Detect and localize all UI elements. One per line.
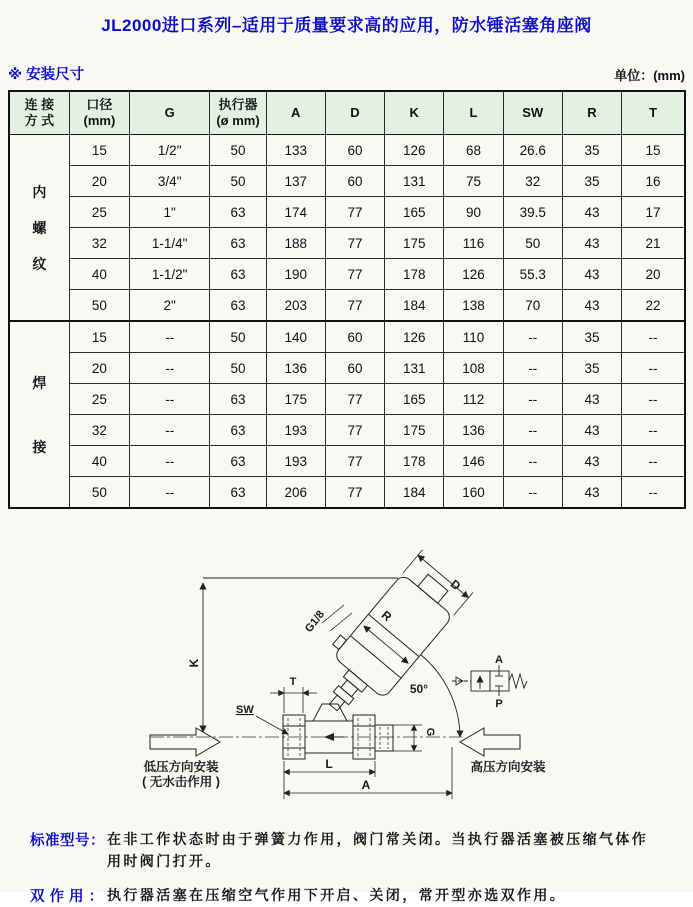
table-cell: 43 — [562, 290, 621, 322]
table-cell: -- — [130, 321, 210, 353]
table-cell: 3/4" — [130, 166, 210, 197]
dimension-table — [8, 90, 686, 509]
table-row — [9, 477, 685, 509]
table-cell: 50 — [69, 477, 129, 509]
table-cell: 63 — [210, 477, 266, 509]
col-header-actuator: 执行器 (ø mm) — [210, 91, 266, 135]
table-cell: 70 — [503, 290, 562, 322]
table-cell: 77 — [325, 228, 384, 259]
table-cell: 43 — [562, 477, 621, 509]
table-cell: 15 — [622, 135, 685, 166]
table-cell: 108 — [444, 353, 503, 384]
table-cell: 77 — [325, 477, 384, 509]
table-cell: 63 — [210, 446, 266, 477]
table-cell: 77 — [325, 290, 384, 322]
table-cell: 184 — [385, 477, 444, 509]
table-row — [9, 228, 685, 259]
table-cell: 1" — [130, 197, 210, 228]
table-cell: 112 — [444, 384, 503, 415]
table-cell: 77 — [325, 446, 384, 477]
table-cell: -- — [622, 353, 685, 384]
row-group-label: 内 螺 纹 — [9, 135, 69, 322]
table-row — [9, 259, 685, 290]
table-cell: 146 — [444, 446, 503, 477]
table-cell: 43 — [562, 228, 621, 259]
dim-R-label: R — [378, 607, 395, 625]
table-cell: 50 — [210, 321, 266, 353]
table-cell: 136 — [444, 415, 503, 446]
table-cell: -- — [130, 415, 210, 446]
table-cell: -- — [622, 321, 685, 353]
note-standard-model — [30, 829, 693, 872]
table-cell: 40 — [69, 446, 129, 477]
table-row — [9, 321, 685, 353]
table-cell: 126 — [444, 259, 503, 290]
table-row — [9, 290, 685, 322]
table-cell: 165 — [385, 197, 444, 228]
col-header-connection: 连 接 方 式 — [9, 91, 69, 135]
notes-section — [30, 829, 693, 907]
table-cell: 32 — [503, 166, 562, 197]
table-cell: 50 — [210, 135, 266, 166]
table-cell: 188 — [266, 228, 325, 259]
table-cell: 40 — [69, 259, 129, 290]
table-cell: 178 — [385, 259, 444, 290]
left-caption-line1: 低压方向安装 — [143, 760, 219, 774]
table-cell: 15 — [69, 321, 129, 353]
dim-T-label: T — [289, 676, 297, 688]
pneumatic-port-p-label: P — [495, 698, 503, 710]
table-cell: 2" — [130, 290, 210, 322]
table-cell: -- — [503, 415, 562, 446]
table-cell: 60 — [325, 353, 384, 384]
table-cell: 90 — [444, 197, 503, 228]
note-desc: 执行器活塞在压缩空气作用下开启、关闭，常开型亦选双作用。 — [107, 887, 567, 904]
table-cell: 43 — [562, 415, 621, 446]
table-cell: 133 — [266, 135, 325, 166]
row-group-label: 焊 接 — [9, 321, 69, 508]
table-cell: -- — [622, 415, 685, 446]
dim-T — [270, 687, 317, 713]
section-header-row — [8, 63, 685, 84]
table-cell: 35 — [562, 135, 621, 166]
high-pressure-arrow-icon — [460, 728, 520, 756]
table-cell: 63 — [210, 415, 266, 446]
dim-G18-leaders — [322, 605, 352, 631]
right-caption: 高压方向安装 — [470, 760, 546, 774]
section-label: ※ 安装尺寸 — [8, 67, 85, 83]
table-cell: 32 — [69, 228, 129, 259]
table-cell: 126 — [385, 135, 444, 166]
table-cell: 206 — [266, 477, 325, 509]
col-header-g: G — [130, 91, 210, 135]
table-cell: 15 — [69, 135, 129, 166]
page-title: JL2000进口系列–适用于质量要求高的应用，防水锤活塞角座阀 — [101, 16, 592, 35]
table-cell: 50 — [210, 166, 266, 197]
table-cell: 131 — [385, 166, 444, 197]
table-cell: 110 — [444, 321, 503, 353]
table-cell: 43 — [562, 384, 621, 415]
table-cell: 16 — [622, 166, 685, 197]
table-cell: 174 — [266, 197, 325, 228]
table-cell: 193 — [266, 446, 325, 477]
table-cell: -- — [130, 477, 210, 509]
table-cell: 116 — [444, 228, 503, 259]
table-cell: 35 — [562, 353, 621, 384]
table-cell: -- — [130, 446, 210, 477]
table-cell: 25 — [69, 197, 129, 228]
table-header-row — [9, 91, 685, 135]
valve-body — [283, 704, 393, 759]
table-cell: 175 — [385, 228, 444, 259]
table-cell: 21 — [622, 228, 685, 259]
unit-label: 单位：(mm) — [614, 68, 685, 83]
table-cell: 77 — [325, 197, 384, 228]
dim-D-label: D — [447, 576, 464, 594]
table-cell: -- — [622, 446, 685, 477]
col-header-D: D — [325, 91, 384, 135]
table-cell: 50 — [503, 228, 562, 259]
table-cell: 63 — [210, 384, 266, 415]
installation-drawing — [0, 515, 693, 815]
table-row — [9, 446, 685, 477]
table-row — [9, 353, 685, 384]
table-cell: 190 — [266, 259, 325, 290]
table-row — [9, 166, 685, 197]
table-row — [9, 384, 685, 415]
table-cell: 1-1/2" — [130, 259, 210, 290]
table-cell: 137 — [266, 166, 325, 197]
table-cell: 138 — [444, 290, 503, 322]
table-cell: 131 — [385, 353, 444, 384]
dim-L-label: L — [325, 757, 333, 771]
table-row — [9, 197, 685, 228]
table-cell: 26.6 — [503, 135, 562, 166]
table-cell: 39.5 — [503, 197, 562, 228]
table-cell: 20 — [622, 259, 685, 290]
col-header-SW: SW — [503, 91, 562, 135]
table-cell: 77 — [325, 384, 384, 415]
col-header-L: L — [444, 91, 503, 135]
table-cell: 63 — [210, 228, 266, 259]
table-cell: -- — [503, 477, 562, 509]
table-row — [9, 415, 685, 446]
valve-actuator — [302, 545, 473, 729]
dim-A-label: A — [361, 778, 371, 792]
table-cell: 32 — [69, 415, 129, 446]
table-cell: 175 — [266, 384, 325, 415]
table-cell: 75 — [444, 166, 503, 197]
pneumatic-port-a-label: A — [495, 654, 503, 666]
table-cell: 140 — [266, 321, 325, 353]
table-cell: 35 — [562, 166, 621, 197]
table-cell: -- — [503, 384, 562, 415]
table-cell: -- — [503, 353, 562, 384]
table-cell: 175 — [385, 415, 444, 446]
pneumatic-symbol — [452, 665, 527, 696]
table-cell: 22 — [622, 290, 685, 322]
dim-G18-label: G1/8 — [302, 608, 328, 635]
table-cell: 68 — [444, 135, 503, 166]
table-cell: 60 — [325, 135, 384, 166]
table-cell: 77 — [325, 259, 384, 290]
col-header-bore: 口径 (mm) — [69, 91, 129, 135]
table-cell: 126 — [385, 321, 444, 353]
table-cell: 63 — [210, 197, 266, 228]
table-cell: 43 — [562, 197, 621, 228]
table-cell: 165 — [385, 384, 444, 415]
table-cell: 77 — [325, 415, 384, 446]
dim-G — [393, 725, 422, 751]
col-header-R: R — [562, 91, 621, 135]
table-cell: 60 — [325, 321, 384, 353]
dim-K — [203, 578, 398, 732]
table-cell: 63 — [210, 259, 266, 290]
col-header-A: A — [266, 91, 325, 135]
col-header-K: K — [385, 91, 444, 135]
table-cell: 184 — [385, 290, 444, 322]
note-desc: 在非工作状态时由于弹簧力作用，阀门常关闭。当执行器活塞被压缩气体作用时阀门打开。 — [107, 831, 649, 869]
table-row — [9, 135, 685, 166]
table-cell: 25 — [69, 384, 129, 415]
table-cell: 193 — [266, 415, 325, 446]
col-header-T: T — [622, 91, 685, 135]
table-cell: 43 — [562, 259, 621, 290]
table-cell: 35 — [562, 321, 621, 353]
table-cell: 50 — [210, 353, 266, 384]
table-cell: -- — [130, 353, 210, 384]
table-cell: -- — [130, 384, 210, 415]
table-cell: 60 — [325, 166, 384, 197]
table-cell: -- — [503, 446, 562, 477]
low-pressure-arrow-icon — [150, 728, 220, 756]
table-cell: 20 — [69, 353, 129, 384]
note-term: 标准型号： — [30, 833, 105, 849]
angle-label: 50° — [409, 682, 428, 696]
table-cell: 178 — [385, 446, 444, 477]
dim-K-label: K — [187, 658, 201, 668]
table-cell: 136 — [266, 353, 325, 384]
table-cell: 203 — [266, 290, 325, 322]
table-cell: -- — [622, 384, 685, 415]
table-cell: 20 — [69, 166, 129, 197]
table-cell: -- — [503, 321, 562, 353]
table-cell: 63 — [210, 290, 266, 322]
table-cell: -- — [622, 477, 685, 509]
table-cell: 1/2" — [130, 135, 210, 166]
left-caption-line2: ( 无水击作用 ) — [142, 775, 220, 789]
dim-SW-label: SW — [236, 704, 254, 716]
table-cell: 43 — [562, 446, 621, 477]
note-double-acting — [30, 885, 693, 907]
angle-arc — [421, 655, 460, 737]
table-cell: 50 — [69, 290, 129, 322]
dim-G-label: G — [424, 727, 436, 737]
table-cell: 17 — [622, 197, 685, 228]
table-cell: 55.3 — [503, 259, 562, 290]
table-cell: 1-1/4" — [130, 228, 210, 259]
note-term: 双 作 用 ： — [30, 889, 104, 906]
table-cell: 160 — [444, 477, 503, 509]
